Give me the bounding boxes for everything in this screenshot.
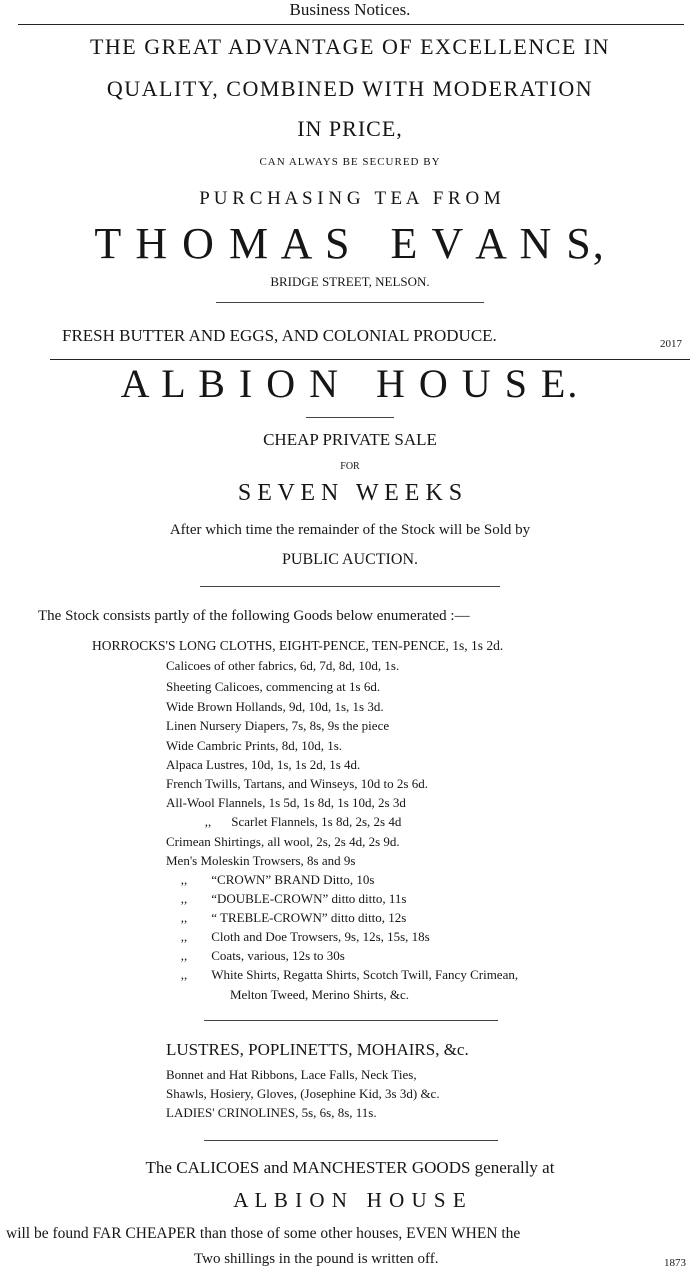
evans-headline-2: QUALITY, COMBINED WITH MODERATION	[106, 76, 594, 101]
lustres-line: LUSTRES, POPLINETTS, MOHAIRS, &c.	[166, 1040, 469, 1059]
goods-item-label: Cloth and Doe Trowsers, 9s, 12s, 15s, 18s	[211, 929, 430, 944]
goods-item: French Twills, Tartans, and Winseys, 10d to 2s 6d.	[166, 776, 428, 791]
ditto-mark: ,,	[180, 967, 188, 982]
calicoes-line: The CALICOES and MANCHESTER GOODS generally at	[145, 1158, 555, 1177]
albion-for: FOR	[340, 461, 360, 472]
ditto-mark: ,,	[180, 910, 188, 925]
short-divider	[216, 302, 484, 303]
goods-item: LADIES' CRINOLINES, 5s, 6s, 8s, 11s.	[166, 1105, 377, 1120]
albion-weeks: S E V E N W E E K S	[237, 480, 463, 506]
albion-name: A L B I O N H O U S E.	[120, 361, 580, 406]
evans-address: BRIDGE STREET, NELSON.	[270, 274, 430, 289]
horrocks-line: HORROCKS'S LONG CLOTHS, EIGHT-PENCE, TEN-PENCE, 1s, 1s 2d.	[92, 638, 504, 653]
goods-item-label: “ TREBLE-CROWN” ditto ditto, 12s	[211, 910, 407, 925]
goods-ditto-item	[172, 929, 430, 945]
goods-ditto-item	[172, 891, 406, 907]
short-divider	[200, 586, 500, 587]
shillings-line: Two shillings in the pound is written off.	[194, 1251, 439, 1267]
ditto-mark: ,,	[180, 929, 188, 944]
advert-number: 1873	[664, 1257, 686, 1269]
goods-item: Wide Cambric Prints, 8d, 10d, 1s.	[166, 738, 343, 753]
goods-item-label: Scarlet Flannels, 1s 8d, 2s, 2s 4d	[231, 814, 402, 829]
goods-item-label: Coats, various, 12s to 30s	[211, 948, 345, 963]
goods-item-label: “CROWN” BRAND Ditto, 10s	[211, 872, 375, 887]
evans-produce: FRESH BUTTER AND EGGS, AND COLONIAL PRODUCE.	[62, 326, 497, 345]
goods-item: Alpaca Lustres, 10d, 1s, 1s 2d, 1s 4d.	[166, 757, 361, 772]
albion-name-2: A L B I O N H O U S E	[233, 1188, 467, 1212]
ditto-mark: ,,	[204, 814, 212, 829]
evans-headline-3: IN PRICE,	[297, 116, 403, 141]
advert-number: 2017	[660, 338, 682, 350]
goods-item: Sheeting Calicoes, commencing at 1s 6d.	[166, 679, 381, 694]
goods-ditto-item	[172, 910, 406, 926]
goods-item-label: “DOUBLE-CROWN” ditto ditto, 11s	[211, 891, 407, 906]
goods-item: Men's Moleskin Trowsers, 8s and 9s	[166, 853, 356, 868]
goods-item: Bonnet and Hat Ribbons, Lace Falls, Neck Ties,	[166, 1067, 417, 1082]
ditto-mark: ,,	[180, 948, 188, 963]
albion-sale: CHEAP PRIVATE SALE	[263, 430, 437, 449]
goods-item: Calicoes of other fabrics, 6d, 7d, 8d, 10d, 1s.	[166, 658, 400, 673]
short-divider	[204, 1140, 498, 1141]
goods-item: Wide Brown Hollands, 9d, 10d, 1s, 1s 3d.	[166, 699, 384, 714]
albion-after: After which time the remainder of the Stock will be Sold by	[169, 522, 531, 538]
evans-secured-by: CAN ALWAYS BE SECURED BY	[259, 156, 441, 168]
goods-ditto-item	[172, 948, 345, 964]
section-title: Business Notices.	[289, 0, 411, 19]
stock-intro: The Stock consists partly of the following Goods below enumerated :—	[38, 608, 470, 624]
goods-item: Crimean Shirtings, all wool, 2s, 2s 4d, 2s 9d.	[166, 834, 400, 849]
goods-item: Melton Tweed, Merino Shirts, &c.	[230, 987, 410, 1002]
divider	[18, 24, 684, 25]
evans-headline-1: THE GREAT ADVANTAGE OF EXCELLENCE IN	[89, 34, 611, 59]
goods-item-scarlet	[196, 814, 401, 830]
goods-ditto-item	[172, 872, 374, 888]
short-divider	[204, 1020, 498, 1021]
goods-ditto-item	[172, 967, 518, 983]
goods-item: All-Wool Flannels, 1s 5d, 1s 8d, 1s 10d, 2s 3d	[166, 795, 406, 810]
evans-purchasing-tea: P U R C H A S I N G T E A F R O M	[199, 188, 501, 209]
goods-item: Linen Nursery Diapers, 7s, 8s, 9s the piece	[166, 718, 390, 733]
goods-item-label: White Shirts, Regatta Shirts, Scotch Twill, Fancy Crimean,	[211, 967, 519, 982]
ditto-mark: ,,	[180, 891, 188, 906]
goods-item: Shawls, Hosiery, Gloves, (Josephine Kid, 3s 3d) &c.	[166, 1086, 440, 1101]
short-divider	[306, 417, 394, 418]
albion-auction: PUBLIC AUCTION.	[281, 551, 418, 568]
ditto-mark: ,,	[180, 872, 188, 887]
cheaper-line: will be found FAR CHEAPER than those of some other houses, EVEN WHEN the	[6, 1225, 521, 1242]
evans-name: T H O M A S E V A N S,	[94, 219, 606, 268]
